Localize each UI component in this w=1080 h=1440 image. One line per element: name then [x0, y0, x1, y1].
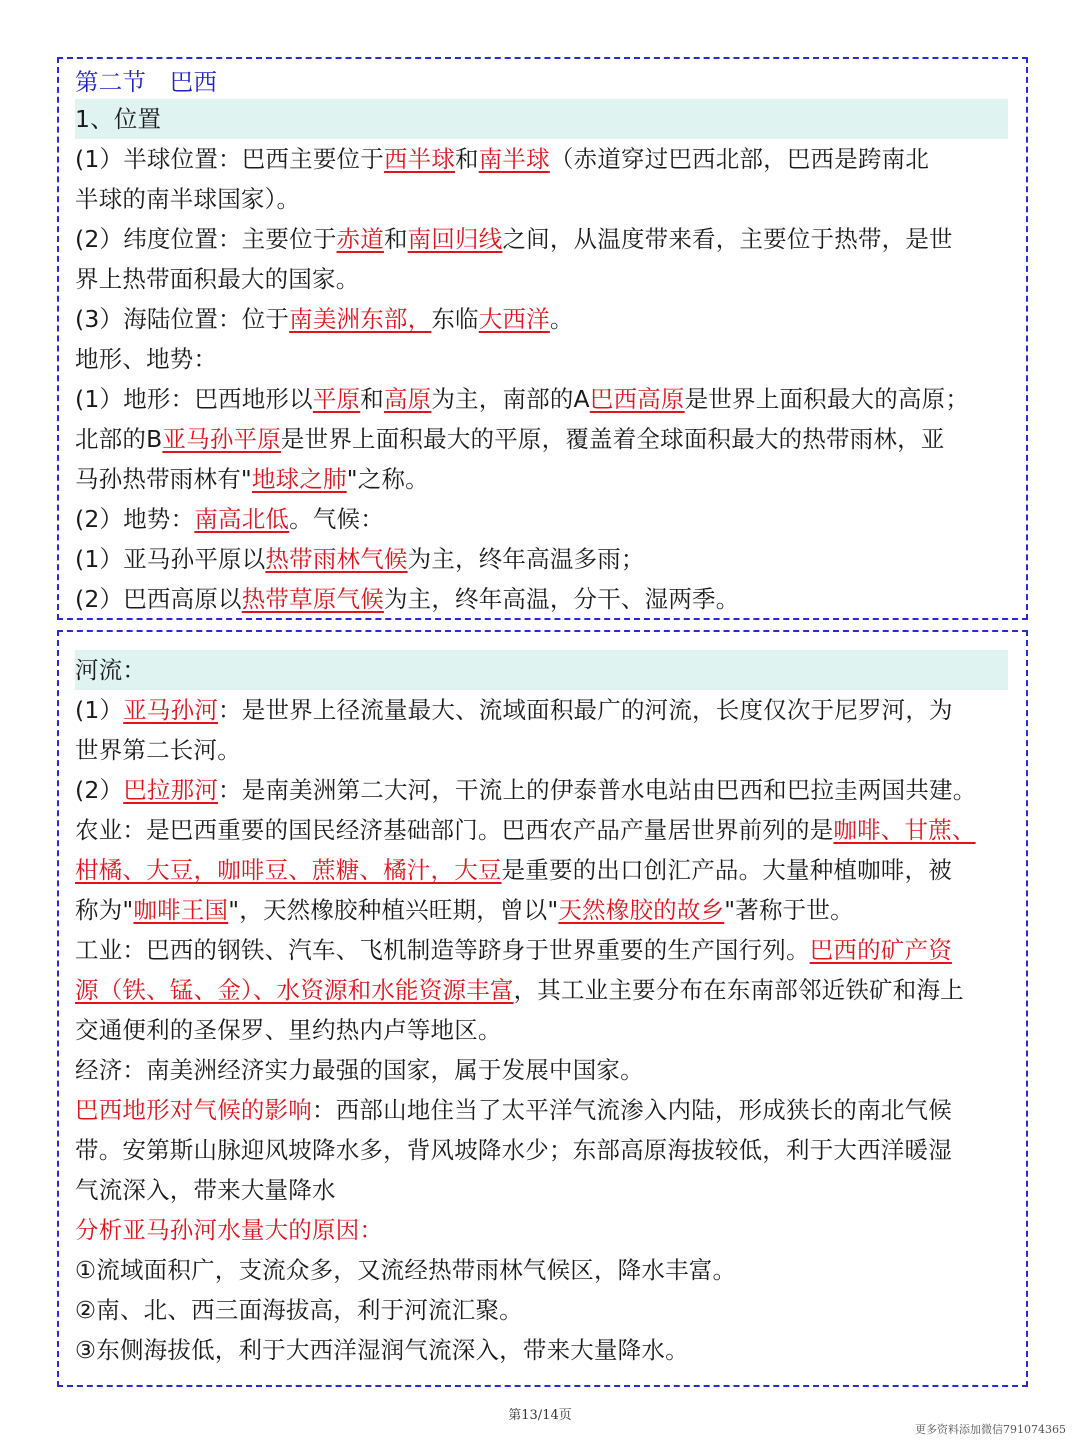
red-heading: 分析亚马孙河水量大的原因：	[75, 1216, 384, 1244]
text-line: (2）巴西高原以热带草原气候为主，终年高温，分干、湿两季。	[75, 585, 740, 613]
text-line: 带。安第斯山脉迎风坡降水多，背风坡降水少；东部高原海拔较低，利于大西洋暖湿	[75, 1136, 952, 1164]
text-line: 农业：是巴西重要的国民经济基础部门。巴西农产品产量居世界前列的是咖啡、甘蔗、	[75, 816, 976, 844]
key-term: 南高北低	[194, 505, 290, 533]
text-line: (1）亚马孙平原以热带雨林气候为主，终年高温多雨；	[75, 545, 645, 573]
text-line: 界上热带面积最大的国家。	[75, 265, 360, 293]
list-item: ①流域面积广，支流众多，又流经热带雨林气候区，降水丰富。	[75, 1256, 737, 1284]
text-line: 世界第二长河。	[75, 736, 241, 764]
key-term: 高原	[383, 385, 432, 413]
section-box-location	[57, 57, 1028, 620]
watermark: 更多资料添加微信791074365	[915, 1423, 1066, 1436]
list-item: ③东侧海拔低，利于大西洋湿润气流深入，带来大量降水。	[75, 1336, 689, 1364]
text-line: (2）巴拉那河：是南美洲第二大河，干流上的伊泰普水电站由巴西和巴拉圭两国共建。	[75, 776, 977, 804]
list-item: ②南、北、西三面海拔高，利于河流汇聚。	[75, 1296, 523, 1324]
text-line: 源（铁、锰、金）、水资源和水能资源丰富，其工业主要分布在东南部邻近铁矿和海上	[75, 976, 964, 1004]
key-term: 巴西高原	[589, 385, 685, 413]
key-term: 天然橡胶的故乡	[558, 896, 725, 924]
key-term: 平原	[312, 385, 361, 413]
key-term: 大西洋	[478, 305, 550, 333]
key-term: 地球之肺	[251, 465, 347, 493]
location-heading: 1、位置	[75, 99, 1008, 139]
text-line: 北部的B亚马孙平原是世界上面积最大的平原，覆盖着全球面积最大的热带雨林，亚	[75, 425, 945, 453]
key-term: 赤道	[336, 225, 384, 253]
key-term: 巴西的矿产资	[809, 936, 952, 964]
page-number: 第13/14页	[508, 1408, 572, 1423]
text-line: (2）纬度位置：主要位于赤道和南回归线之间，从温度带来看，主要位于热带，是世	[75, 225, 953, 253]
text-line: 巴西地形对气候的影响：西部山地住当了太平洋气流渗入内陆，形成狭长的南北气候	[75, 1096, 952, 1124]
text-line: 半球的南半球国家）。	[75, 185, 301, 213]
key-term: 热带雨林气候	[265, 545, 408, 573]
key-term: 咖啡王国	[133, 896, 229, 924]
text-line: 柑橘、大豆，咖啡豆、蔗糖、橘汁，大豆是重要的出口创汇产品。大量种植咖啡，被	[75, 856, 952, 884]
text-line: 工业：巴西的钢铁、汽车、飞机制造等跻身于世界重要的生产国行列。巴西的矿产资	[75, 936, 952, 964]
section-title: 第二节 巴西	[75, 68, 218, 96]
section-box-rivers-economy	[57, 630, 1028, 1387]
text-line: 马孙热带雨林有"地球之肺"之称。	[75, 465, 429, 493]
key-term: 源（铁、锰、金）、水资源和水能资源丰富	[75, 976, 514, 1004]
key-term: 亚马孙河	[123, 696, 219, 724]
key-term: 南半球	[478, 145, 550, 173]
rivers-heading: 河流：	[75, 650, 1008, 690]
key-term: 西半球	[383, 145, 456, 173]
text-line: 交通便利的圣保罗、里约热内卢等地区。	[75, 1016, 502, 1044]
key-term: 巴拉那河	[123, 776, 219, 804]
text-line: 称为"咖啡王国"，天然橡胶种植兴旺期，曾以"天然橡胶的故乡"著称于世。	[75, 896, 854, 924]
text-line: (2）地势：南高北低。气候：	[75, 505, 384, 533]
text-line: (1）亚马孙河：是世界上径流量最大、流域面积最广的河流，长度仅次于尼罗河，为	[75, 696, 953, 724]
key-term: 热带草原气候	[241, 585, 384, 613]
text-line: 经济：南美洲经济实力最强的国家，属于发展中国家。	[75, 1056, 644, 1084]
text-line: (1）半球位置：巴西主要位于西半球和南半球（赤道穿过巴西北部，巴西是跨南北	[75, 145, 930, 173]
key-term: 柑橘、大豆，咖啡豆、蔗糖、橘汁，大豆	[75, 856, 502, 884]
red-heading: 巴西地形对气候的影响	[75, 1096, 312, 1124]
key-term: 咖啡、甘蔗、	[833, 816, 976, 844]
key-term: 南回归线	[407, 225, 503, 253]
terrain-heading: 地形、地势：	[75, 345, 218, 373]
text-line: (1）地形：巴西地形以平原和高原为主，南部的A巴西高原是世界上面积最大的高原；	[75, 385, 970, 413]
text-line: 气流深入，带来大量降水	[75, 1176, 336, 1204]
text-line: (3）海陆位置：位于南美洲东部，东临大西洋。	[75, 305, 574, 333]
key-term: 亚马孙平原	[162, 425, 281, 453]
key-term: 南美洲东部，	[289, 305, 432, 333]
